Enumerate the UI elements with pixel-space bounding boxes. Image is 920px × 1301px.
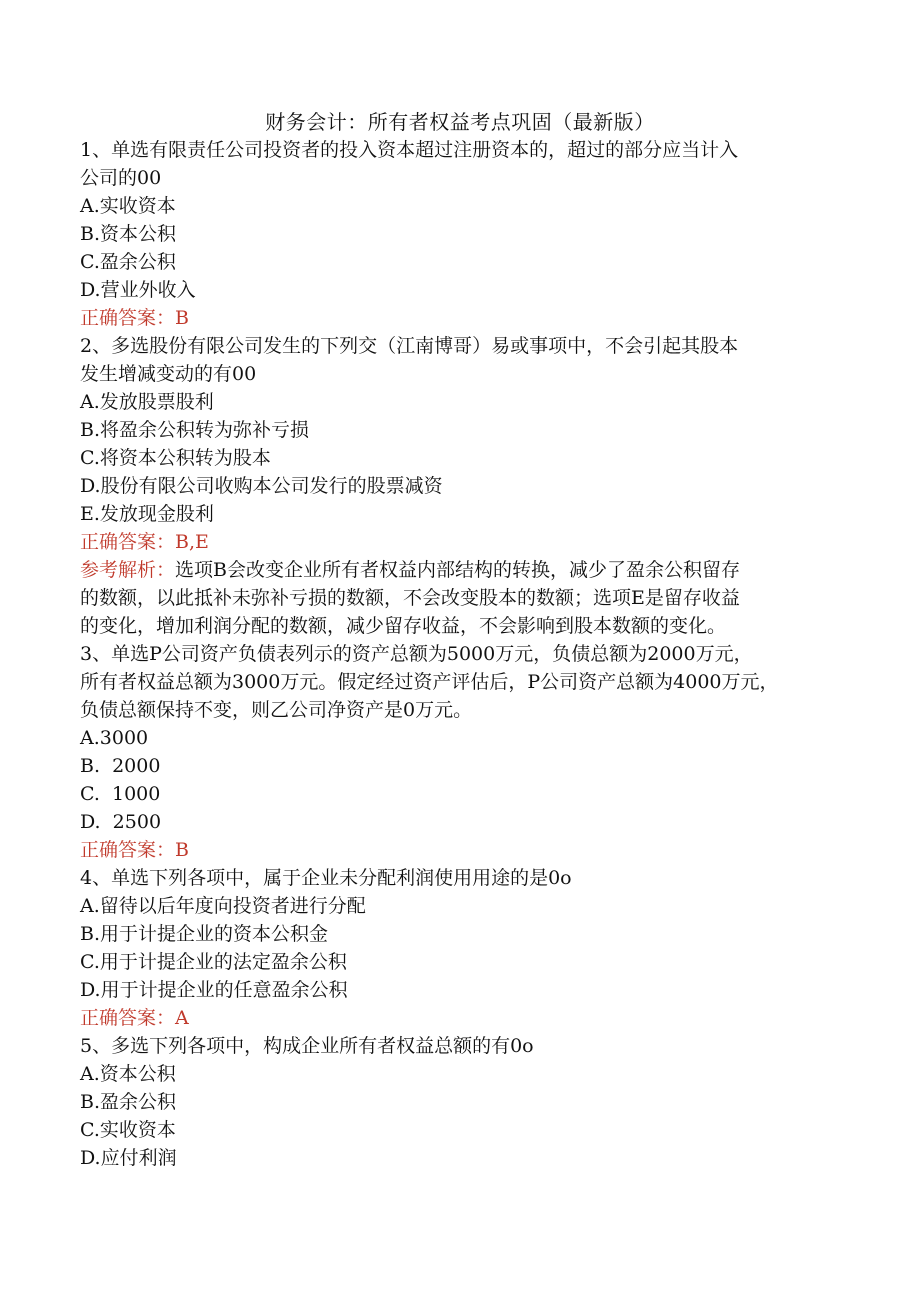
question-4: [80, 864, 840, 1032]
question-stem: 负债总额保持不变，则乙公司净资产是0万元。: [80, 699, 473, 721]
answer-value: B,E: [175, 531, 209, 553]
question-stem: 1、单选有限责任公司投资者的投入资本超过注册资本的，超过的部分应当计入: [80, 139, 739, 161]
analysis-label: 参考解析：: [80, 559, 176, 581]
answer-label: 正确答案：: [80, 307, 176, 329]
option-item: B. 2000: [80, 755, 161, 777]
option-item: C.实收资本: [80, 1119, 176, 1141]
question-1: [80, 136, 840, 332]
option-item: D. 2500: [80, 811, 162, 833]
answer-line: [80, 528, 840, 556]
question-2: [80, 332, 840, 640]
option-item: A.资本公积: [80, 1063, 176, 1085]
analysis-text: 的变化，增加利润分配的数额，减少留存收益，不会影响到股本数额的变化。: [80, 615, 727, 637]
option-item: C. 1000: [80, 783, 161, 805]
answer-line: [80, 1004, 840, 1032]
answer-label: 正确答案：: [80, 839, 176, 861]
answer-line: [80, 836, 840, 864]
option-item: D.营业外收入: [80, 279, 196, 301]
option-item: C.盈余公积: [80, 251, 176, 273]
option-item: A.发放股票股利: [80, 391, 214, 413]
answer-label: 正确答案：: [80, 531, 176, 553]
option-item: A.3000: [80, 727, 149, 749]
option-item: A.留待以后年度向投资者进行分配: [80, 895, 366, 917]
question-stem: 发生增减变动的有00: [80, 363, 257, 385]
answer-label: 正确答案：: [80, 1007, 176, 1029]
option-item: C.将资本公积转为股本: [80, 447, 271, 469]
question-stem: 3、单选P公司资产负债表列示的资产总额为5000万元，负债总额为2000万元，: [80, 643, 753, 665]
analysis-text: 选项B会改变企业所有者权益内部结构的转换，减少了盈余公积留存: [175, 559, 740, 581]
option-item: D.股份有限公司收购本公司发行的股票减资: [80, 475, 443, 497]
analysis-text: 的数额，以此抵补未弥补亏损的数额，不会改变股本的数额；选项E是留存收益: [80, 587, 740, 609]
question-3: [80, 640, 840, 864]
analysis-line: [80, 556, 840, 584]
answer-value: A: [175, 1007, 189, 1029]
option-item: B.将盈余公积转为弥补亏损: [80, 419, 310, 441]
answer-value: B: [175, 307, 189, 329]
question-stem: 4、单选下列各项中，属于企业未分配利润使用用途的是0o: [80, 867, 572, 889]
question-stem: 所有者权益总额为3000万元。假定经过资产评估后，P公司资产总额为4000万元，: [80, 671, 779, 693]
answer-value: B: [175, 839, 189, 861]
option-item: D.用于计提企业的任意盈余公积: [80, 979, 348, 1001]
option-item: B.用于计提企业的资本公积金: [80, 923, 329, 945]
option-item: D.应付利润: [80, 1147, 177, 1169]
document-body: [80, 136, 840, 1172]
option-item: C.用于计提企业的法定盈余公积: [80, 951, 347, 973]
option-item: B.盈余公积: [80, 1091, 177, 1113]
page-title: 财务会计：所有者权益考点巩固（最新版）: [265, 110, 655, 134]
option-item: A.实收资本: [80, 195, 176, 217]
question-stem: 5、多选下列各项中，构成企业所有者权益总额的有0o: [80, 1035, 534, 1057]
question-5: [80, 1032, 840, 1172]
question-stem: 2、多选股份有限公司发生的下列交（江南博哥）易或事项中，不会引起其股本: [80, 335, 739, 357]
answer-line: [80, 304, 840, 332]
option-item: B.资本公积: [80, 223, 177, 245]
option-item: E.发放现金股利: [80, 503, 214, 525]
question-stem: 公司的00: [80, 167, 162, 189]
